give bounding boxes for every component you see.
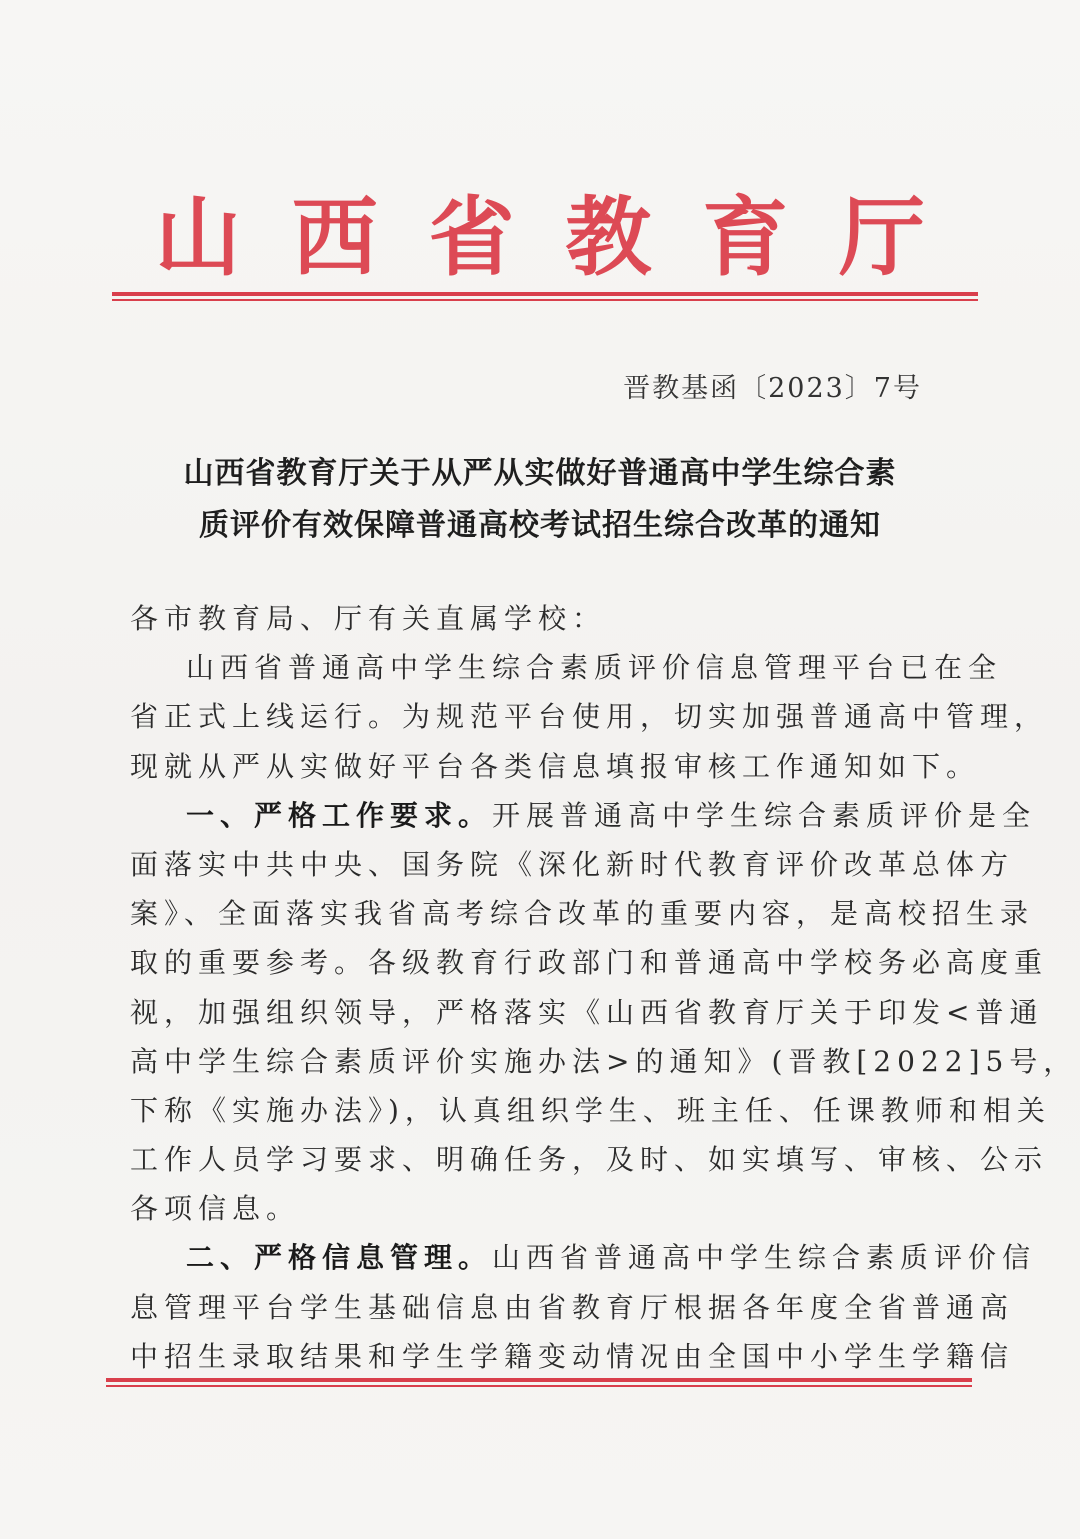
title-line: 山西省教育厅关于从严从实做好普通高中学生综合素 [183, 456, 897, 491]
letterhead-char: 山 [155, 188, 241, 288]
letterhead-char: 育 [702, 188, 789, 288]
paragraph-line: 视，加强组织领导，严格落实《山西省教育厅关于印发<普通 [130, 995, 1044, 1029]
paragraph-line: 面落实中共中央、国务院《深化新时代教育评价改革总体方 [130, 847, 1015, 881]
paragraph-line: 高中学生综合素质评价实施办法>的通知》(晋教[2022]5号， [130, 1044, 1078, 1078]
paragraph-line: 工作人员学习要求、明确任务，及时、如实填写、审核、公示 [130, 1143, 1049, 1177]
salutation: 各市教育局、厅有关直属学校： [130, 602, 607, 635]
footer-red-rule [106, 1378, 972, 1388]
document-body [130, 594, 1078, 1381]
section-2-first-line [130, 1233, 1037, 1282]
letterhead-red-rule [112, 292, 978, 302]
paragraph-line: 息管理平台学生基础信息由省教育厅根据各年度全省普通高 [130, 1290, 1015, 1324]
paragraph-line: 现就从严从实做好平台各类信息填报审核工作通知如下。 [130, 749, 981, 783]
paragraph-line: 中招生录取结果和学生学籍变动情况由全国中小学生学籍信 [130, 1339, 1015, 1373]
paragraph-line: 取的重要参考。各级教育行政部门和普通高中学校务必高度重 [130, 946, 1049, 980]
paragraph-line: 省正式上线运行。为规范平台使用，切实加强普通高中管理， [130, 700, 1049, 734]
section-2-heading: 二、严格信息管理。 [186, 1241, 493, 1275]
section-1-heading: 一、严格工作要求。 [186, 798, 493, 832]
letterhead-char: 教 [565, 188, 652, 288]
letterhead-char: 省 [428, 188, 515, 288]
section-1-first-line [130, 791, 1037, 840]
letterhead-char: 厅 [838, 188, 925, 288]
paragraph-line: 各项信息。 [130, 1192, 301, 1226]
letterhead-title [150, 175, 930, 288]
section-1-lead: 开展普通高中学生综合素质评价是全 [492, 798, 1037, 832]
section-2-lead: 山西省普通高中学生综合素质评价信 [492, 1241, 1037, 1275]
paragraph-line: 山西省普通高中学生综合素质评价信息管理平台已在全 [186, 651, 1003, 685]
paragraph-line: 案》、全面落实我省高考综合改革的重要内容，是高校招生录 [130, 897, 1035, 931]
document-title [140, 448, 940, 552]
document-number: 晋教基函〔2023〕7号 [623, 373, 922, 404]
letterhead-char: 西 [291, 188, 378, 288]
paragraph-line: 下称《实施办法》)，认真组织学生、班主任、任课教师和相关 [130, 1093, 1051, 1127]
title-line: 质评价有效保障普通高校考试招生综合改革的通知 [199, 508, 881, 543]
